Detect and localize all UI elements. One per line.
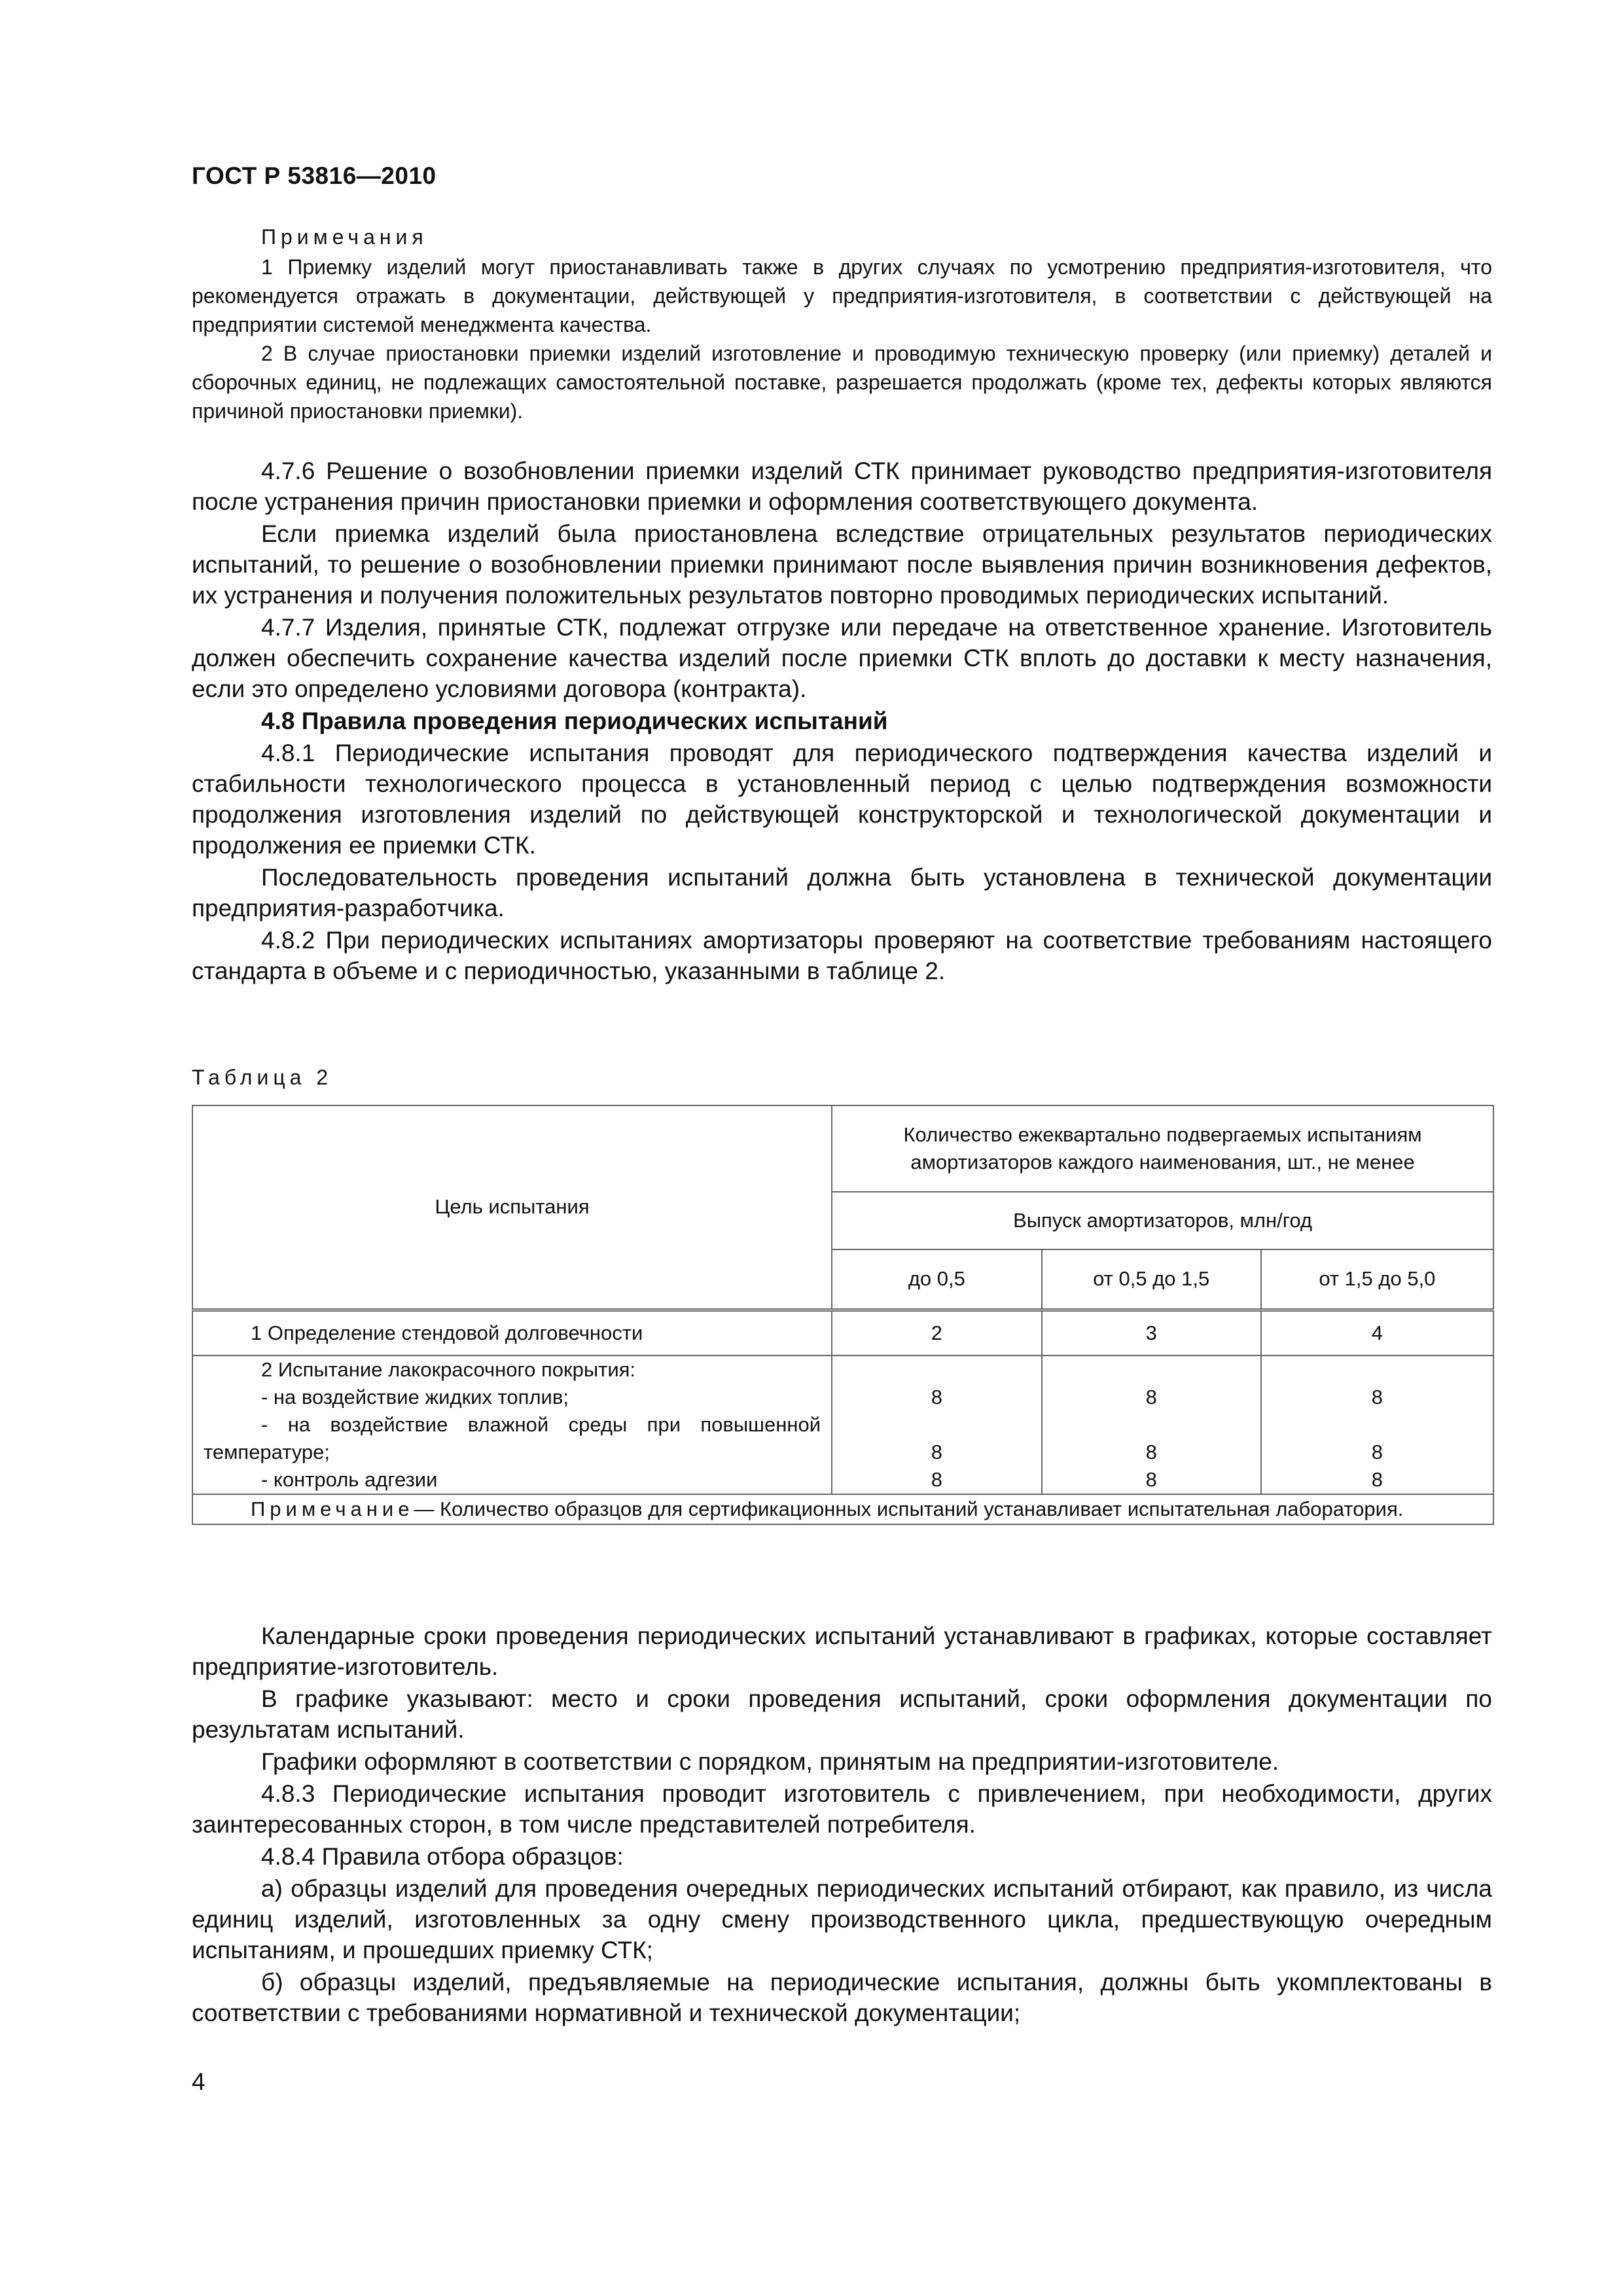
table-note-text: — Количество образцов для сертификационных испытаний устанавливает испытательная лаборатория. [414,1497,1404,1520]
notes-title: Примечания [261,225,428,249]
cell-value: 8 [1145,1440,1157,1463]
table-note-label: Примечание [251,1497,414,1520]
cell-value: 8 [1371,1385,1383,1408]
table-header-quantity: Количество ежеквартально подвергаемых испытаниям амортизаторов каждого наименования, шт., не менее [832,1105,1493,1192]
table-row [192,1310,1493,1355]
row-label-line: температуре; [204,1440,330,1463]
row-label-line: - контроль адгезии [261,1467,438,1491]
table-cell [1261,1355,1493,1494]
paragraph-item-a: а) образцы изделий для проведения очередных периодических испытаний отбирают, как правило, из числа единиц изделий, изготовленных за одну смену производственного цикла, предшествующую очередным испытаниям, и прошедших приемку СТК; [192,1875,1492,1964]
table-header-range-2: от 0,5 до 1,5 [1042,1249,1261,1310]
row-label-line: 2 Испытание лакокрасочного покрытия: [261,1357,636,1381]
cell-value: 8 [931,1467,942,1491]
paragraph-schedule-format: Графики оформляют в соответствии с порядком, принятым на предприятии-изготовителе. [261,1748,1279,1775]
paragraph-4-8-2: 4.8.2 При периодических испытаниях амортизаторы проверяют на соответствие требованиям настоящего стандарта в объеме и с периодичностью, указанными в таблице 2. [192,927,1492,984]
row-label [192,1355,832,1494]
note-item-2: 2 В случае приостановки приемки изделий изготовление и проводимую техническую проверку (или приемку) деталей и сборочных единиц, не подлежащих самостоятельной поставке, разрешается продолжать (кроме тех, дефекты которых являются причиной приостановки приемки). [192,342,1492,423]
document-page [192,0,1492,2296]
document-code: ГОСТ Р 53816—2010 [192,162,437,189]
table-cell [1042,1355,1261,1494]
paragraph-4-8-4: 4.8.4 Правила отбора образцов: [261,1843,624,1870]
paragraph-item-b: б) образцы изделий, предъявляемые на периодические испытания, должны быть укомплектованы в соответствии с требованиями нормативной и технической документации; [192,1969,1492,2026]
cell-value: 8 [1371,1467,1383,1491]
notes-block [192,223,1492,425]
paragraph-4-8-1: 4.8.1 Периодические испытания проводят для периодического подтверждения качества изделий и стабильности технологического процесса в установленный период с целью подтверждения возможности продолжения изготовления изделий по действующей конструкторской и технологической документации и продолжения ее приемки СТК. [192,740,1492,859]
table-header-range-1: до 0,5 [832,1249,1042,1310]
paragraph-4-8-3: 4.8.3 Периодические испытания проводит изготовитель с привлечением, при необходимости, других заинтересованных сторон, в том числе представителей потребителя. [192,1780,1492,1838]
row-label-line: - на воздействие жидких топлив; [261,1385,569,1408]
table-header-release: Выпуск амортизаторов, млн/год [832,1192,1493,1249]
table-row [192,1355,1493,1494]
cell-value: 8 [931,1440,942,1463]
paragraph-schedule: Календарные сроки проведения периодических испытаний устанавливают в графиках, которые составляет предприятие-изготовитель. [192,1623,1492,1680]
table-caption: Таблица 2 [192,1066,333,1089]
paragraph-sequence: Последовательность проведения испытаний должна быть установлена в технической документации предприятия-разработчика. [192,864,1492,922]
paragraph-4-7-7: 4.7.7 Изделия, принятые СТК, подлежат отгрузке или передаче на ответственное хранение. Изготовитель должен обеспечить сохранение качества изделий после приемки СТК вплоть до доставки к месту назначения, если это определено условиями договора (контракта). [192,614,1492,702]
body-section-2 [192,1621,1492,2030]
cell-value: 8 [1145,1385,1157,1408]
table-cell: 4 [1261,1310,1493,1355]
paragraph-4-7-6: 4.7.6 Решение о возобновлении приемки изделий СТК принимает руководство предприятия-изготовителя после устранения причин приостановки приемки и оформления соответствующего документа. [192,457,1492,515]
table-cell [832,1355,1042,1494]
cell-value: 8 [931,1385,942,1408]
cell-value: 8 [1371,1440,1383,1463]
section-heading-4-8: 4.8 Правила проведения периодических испытаний [261,708,888,734]
row-label-line: - на воздействие влажной среды при повышенной [261,1412,821,1436]
table-2 [192,1105,1494,1525]
table-note [192,1494,1493,1524]
table-header-goal: Цель испытания [192,1105,832,1310]
note-item-1: 1 Приемку изделий могут приостанавливать также в других случаях по усмотрению предприятия-изготовителя, что рекомендуется отражать в документации, действующей у предприятия-изготовителя, в соответствии с действующей на предприятии системой менеджмента качества. [192,255,1492,336]
row-label: 1 Определение стендовой долговечности [192,1310,832,1355]
paragraph-resume: Если приемка изделий была приостановлена вследствие отрицательных результатов периодических испытаний, то решение о возобновлении приемки принимают после выявления причин возникновения дефектов, их устранения и получения положительных результатов повторно проводимых периодических испытаний. [192,520,1492,609]
table-cell: 2 [832,1310,1042,1355]
table-note-row [192,1494,1493,1524]
table-cell: 3 [1042,1310,1261,1355]
cell-value: 8 [1145,1467,1157,1491]
table-header-range-3: от 1,5 до 5,0 [1261,1249,1493,1310]
page-number: 4 [192,2068,205,2095]
body-section-1 [192,456,1492,988]
paragraph-schedule-content: В графике указывают: место и сроки проведения испытаний, сроки оформления документации по результатам испытаний. [192,1685,1492,1743]
